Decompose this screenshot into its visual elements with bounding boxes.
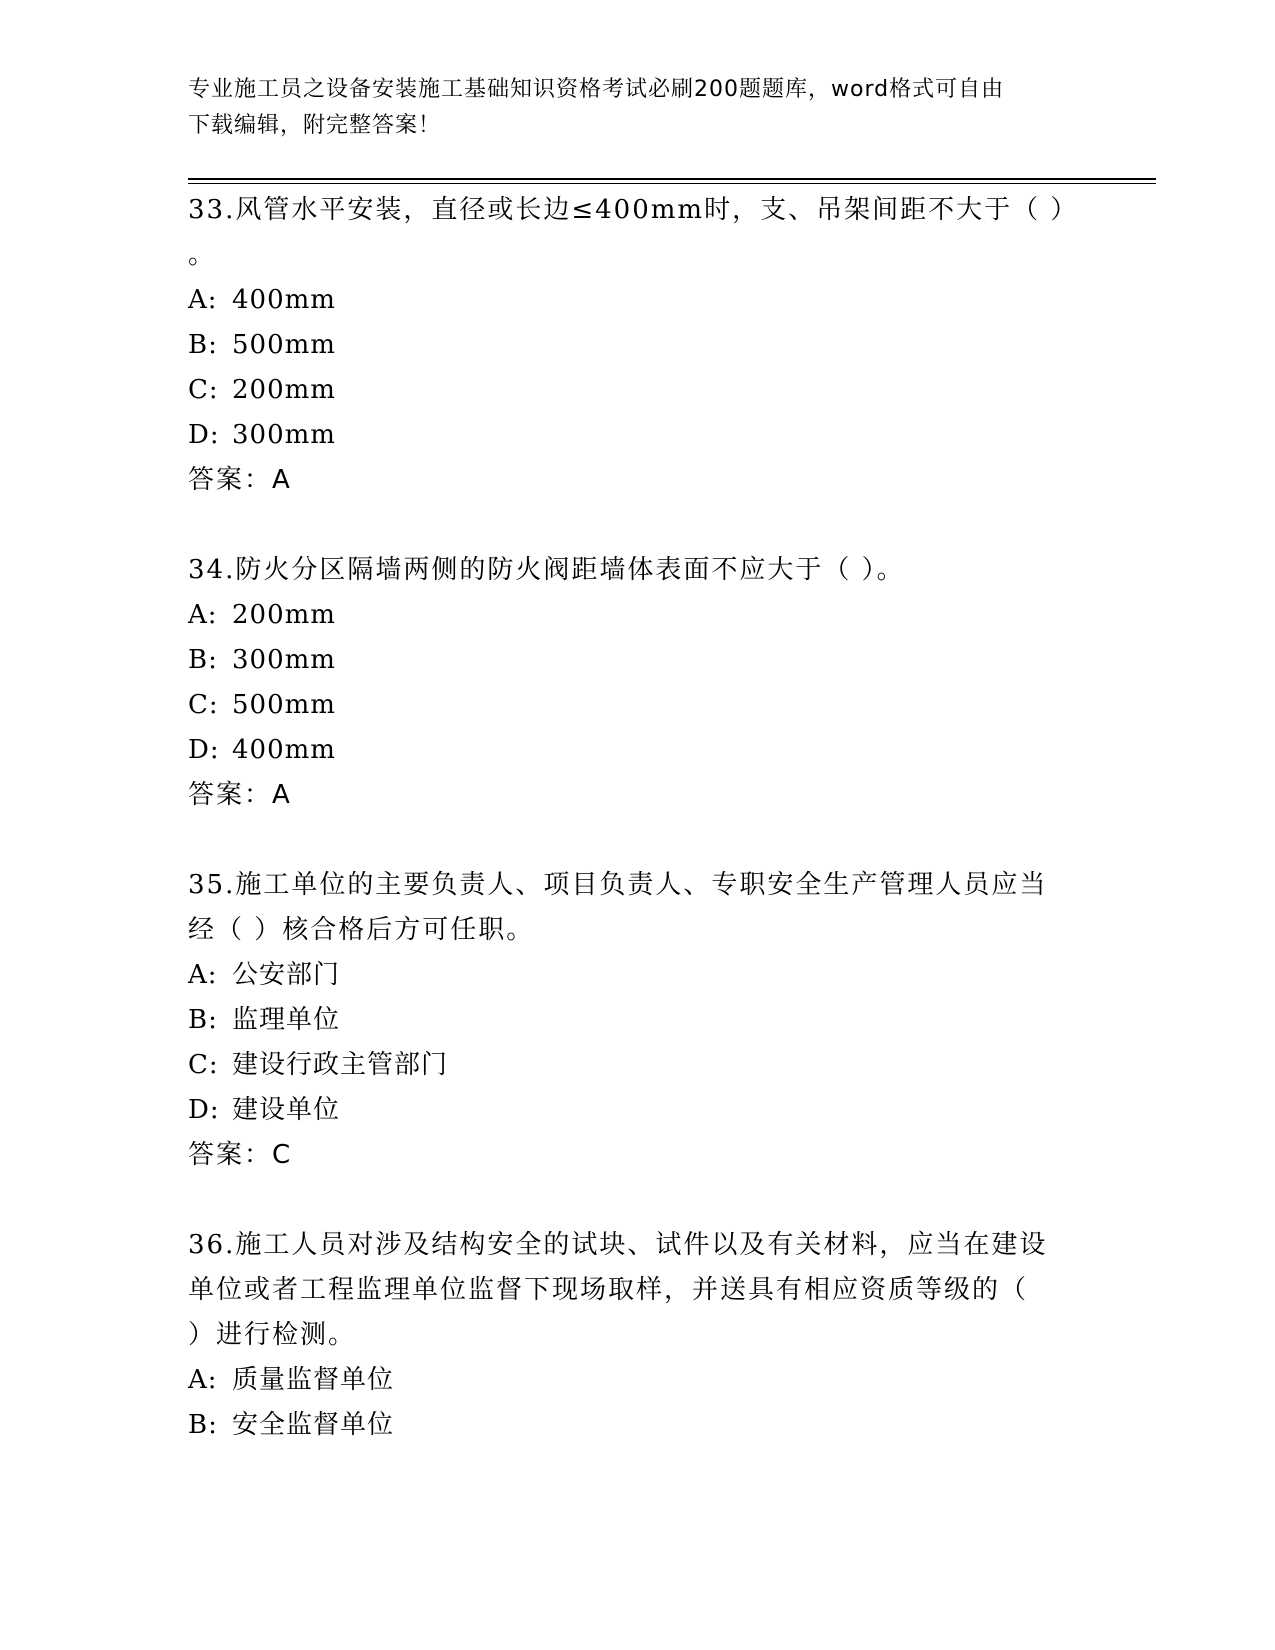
- option-text: 400mm: [232, 285, 336, 315]
- option-text: 安全监督单位: [232, 1410, 395, 1440]
- question-text-line: 单位或者工程监理单位监督下现场取样，并送具有相应资质等级的（: [188, 1275, 1029, 1305]
- question-text-line: 34.防火分区隔墙两侧的防火阀距墙体表面不应大于（ ）。: [188, 555, 905, 585]
- question-text-line: 33.风管水平安装，直径或长边≤400mm时，支、吊架间距不大于（ ）: [188, 195, 1079, 225]
- document-header: [188, 72, 1068, 144]
- option-label: A:: [188, 600, 218, 630]
- option-b: [188, 323, 1068, 368]
- option-label: B:: [188, 1005, 218, 1035]
- option-text: 500mm: [232, 330, 336, 360]
- option-label: D:: [188, 420, 220, 450]
- option-label: B:: [188, 1410, 218, 1440]
- question-text-line: 。: [188, 240, 217, 270]
- question-33: [188, 188, 1079, 503]
- option-text: 500mm: [232, 690, 336, 720]
- option-label: A:: [188, 1365, 218, 1395]
- option-text: 建设行政主管部门: [232, 1050, 449, 1080]
- question-text-line: 36.施工人员对涉及结构安全的试块、试件以及有关材料，应当在建设: [188, 1230, 1048, 1260]
- header-line-1: 专业施工员之设备安装施工基础知识资格考试必刷200题题库，word格式可自由: [188, 77, 1005, 102]
- option-b: [188, 638, 1068, 683]
- option-d: [188, 413, 1068, 458]
- question-35: [188, 863, 1068, 1178]
- option-label: C:: [188, 1050, 219, 1080]
- question-spacer: [188, 818, 1068, 863]
- option-b: [188, 998, 1068, 1043]
- option-text: 300mm: [232, 645, 336, 675]
- question-text-line: 35.施工单位的主要负责人、项目负责人、专职安全生产管理人员应当: [188, 870, 1048, 900]
- answer-line: 答案：A: [188, 465, 292, 495]
- option-text: 200mm: [232, 600, 336, 630]
- option-label: A:: [188, 285, 218, 315]
- option-label: C:: [188, 690, 219, 720]
- option-label: B:: [188, 645, 218, 675]
- option-label: A:: [188, 960, 218, 990]
- option-c: [188, 368, 1068, 413]
- question-text-line: ）进行检测。: [188, 1320, 357, 1350]
- header-divider-thin: [188, 183, 1156, 184]
- question-34: [188, 548, 1068, 818]
- option-a: [188, 1358, 1068, 1403]
- option-a: [188, 278, 1068, 323]
- option-text: 监理单位: [232, 1005, 341, 1035]
- option-text: 400mm: [232, 735, 336, 765]
- question-36: [188, 1223, 1068, 1448]
- question-spacer: [188, 1178, 1068, 1223]
- option-c: [188, 1043, 1068, 1088]
- option-c: [188, 683, 1068, 728]
- option-label: C:: [188, 375, 219, 405]
- option-a: [188, 593, 1068, 638]
- option-text: 建设单位: [232, 1095, 341, 1125]
- option-text: 质量监督单位: [232, 1365, 395, 1395]
- answer-line: 答案：C: [188, 1140, 293, 1170]
- option-text: 公安部门: [232, 960, 341, 990]
- question-text-line: 经（ ）核合格后方可任职。: [188, 915, 535, 945]
- option-label: D:: [188, 1095, 220, 1125]
- option-label: B:: [188, 330, 218, 360]
- option-text: 300mm: [232, 420, 336, 450]
- option-b: [188, 1403, 1068, 1448]
- header-divider-thick: [188, 178, 1156, 180]
- option-d: [188, 728, 1068, 773]
- question-list: [188, 188, 1079, 1448]
- option-label: D:: [188, 735, 220, 765]
- option-a: [188, 953, 1068, 998]
- header-line-2: 下载编辑，附完整答案！: [188, 113, 442, 138]
- option-text: 200mm: [232, 375, 336, 405]
- answer-line: 答案：A: [188, 780, 292, 810]
- question-spacer: [188, 503, 1068, 548]
- option-d: [188, 1088, 1068, 1133]
